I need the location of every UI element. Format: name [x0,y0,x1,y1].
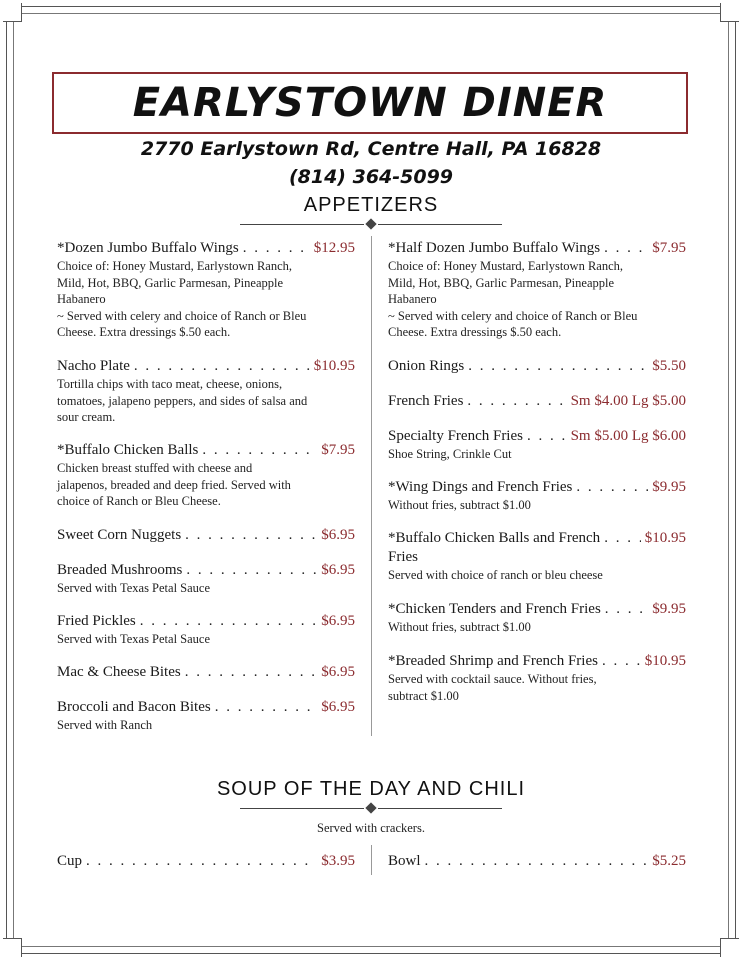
item-description: Habanero [57,292,106,306]
leader-dots [467,392,566,411]
item-description: Habanero [388,292,437,306]
menu-item [57,441,355,510]
leader-dots [186,561,317,580]
leader-dots [468,357,648,376]
item-price: $6.95 [321,562,355,578]
menu-item [388,478,686,514]
item-description: Served with choice of ranch or bleu cheese [388,568,603,582]
leader-dots [134,357,310,376]
item-price: Sm $5.00 Lg $6.00 [570,428,686,444]
restaurant-name: EARLYSTOWN DINER [132,80,608,126]
item-description: Shoe String, Crinkle Cut [388,447,512,461]
item-name: Bowl [388,853,421,869]
leader-dots [215,698,318,717]
item-price: $7.95 [652,240,686,256]
menu-item-bowl [388,852,686,871]
corner-notch [3,3,22,22]
item-name: *Buffalo Chicken Balls and French [388,530,601,546]
column-divider [371,236,372,736]
item-name: *Breaded Shrimp and French Fries [388,653,598,669]
menu-item [57,561,355,597]
section-ornament [240,802,502,816]
menu-item [388,652,686,704]
menu-item [57,698,355,734]
menu-item [388,392,686,411]
menu-item [57,357,355,426]
item-name: Cup [57,853,83,869]
item-name: Sweet Corn Nuggets [57,527,182,543]
item-description: Tortilla chips with taco meat, cheese, onions, [57,377,283,391]
leader-dots [86,852,317,871]
item-description: choice of Ranch or Bleu Cheese. [57,494,221,508]
item-name: Nacho Plate [57,358,130,374]
item-price: $6.95 [321,613,355,629]
item-price: $5.25 [652,853,686,869]
item-name: *Half Dozen Jumbo Buffalo Wings [388,240,601,256]
section-ornament [240,218,502,232]
item-price: $5.50 [652,358,686,374]
leader-dots [185,663,318,682]
item-description: jalapenos, breaded and deep fried. Served with [57,477,291,492]
item-description: Chicken breast stuffed with cheese and [57,461,253,475]
item-price: $10.95 [313,358,355,374]
leader-dots [243,239,310,258]
item-name: Specialty French Fries [388,428,523,444]
menu-item-cup [57,852,355,871]
column-divider [371,845,372,875]
soup-note: Served with crackers. [317,821,425,835]
item-description: Served with cocktail sauce. Without fries, [388,672,597,686]
item-price: $10.95 [644,530,686,546]
leader-dots [576,478,648,497]
restaurant-address: 2770 Earlystown Rd, Centre Hall, PA 16828 [140,138,602,160]
menu-item [388,239,686,341]
item-description: Cheese. Extra dressings $.50 each. [388,325,562,339]
menu-item [57,239,355,341]
restaurant-phone: (814) 364-5099 [288,166,454,188]
item-description: Cheese. Extra dressings $.50 each. [57,325,231,339]
item-price: $9.95 [652,601,686,617]
item-name: Fried Pickles [57,613,136,629]
corner-notch [720,938,739,957]
leader-dots [202,441,317,460]
item-name: Breaded Mushrooms [57,562,183,578]
item-description: sour cream. [57,410,116,424]
corner-notch [720,3,739,22]
item-description: Choice of: Honey Mustard, Earlystown Ranch, [388,259,624,273]
item-description: Mild, Hot, BBQ, Garlic Parmesan, Pineapple [388,275,615,290]
item-price: $9.95 [652,479,686,495]
item-name: *Dozen Jumbo Buffalo Wings [57,240,239,256]
leader-dots [185,526,317,545]
item-price: $10.95 [644,653,686,669]
item-description: ~ Served with celery and choice of Ranch or Bleu [57,308,307,323]
leader-dots [140,612,318,631]
menu-item [388,357,686,376]
corner-notch [3,938,22,957]
item-name: Mac & Cheese Bites [57,664,181,680]
item-description: Mild, Hot, BBQ, Garlic Parmesan, Pineapple [57,275,284,290]
item-price: $12.95 [313,240,355,256]
item-description: ~ Served with celery and choice of Ranch or Bleu [388,308,638,323]
leader-dots [602,652,641,671]
item-name: Onion Rings [388,358,465,374]
item-name: Broccoli and Bacon Bites [57,699,211,715]
menu-item [388,529,686,584]
menu-item [57,663,355,682]
item-name: *Buffalo Chicken Balls [57,442,199,458]
item-description: Without fries, subtract $1.00 [388,620,531,634]
item-price: $6.95 [321,664,355,680]
soup-heading: SOUP OF THE DAY AND CHILI [216,778,526,800]
item-description: Choice of: Honey Mustard, Earlystown Ranch, [57,259,293,273]
item-description: Without fries, subtract $1.00 [388,498,531,512]
item-name: *Wing Dings and French Fries [388,479,573,495]
item-name: *Chicken Tenders and French Fries [388,601,601,617]
leader-dots [425,852,649,871]
leader-dots [605,600,648,619]
item-price: $6.95 [321,527,355,543]
menu-item [388,600,686,636]
leader-dots [604,239,648,258]
item-price: $3.95 [321,853,355,869]
item-price: $6.95 [321,699,355,715]
item-description: tomatoes, jalapeno peppers, and sides of salsa and [57,393,308,408]
item-price: $7.95 [321,442,355,458]
appetizers-heading: APPETIZERS [303,194,439,216]
title-box [52,72,688,134]
item-description: Served with Texas Petal Sauce [57,632,211,646]
item-description: subtract $1.00 [388,688,459,703]
item-description: Served with Ranch [57,718,153,732]
item-name-continued: Fries [388,549,418,565]
leader-dots [604,529,641,548]
leader-dots [527,427,567,446]
menu-item [57,526,355,545]
menu-item [57,612,355,648]
item-description: Served with Texas Petal Sauce [57,581,211,595]
item-price: Sm $4.00 Lg $5.00 [570,393,686,409]
item-name: French Fries [388,393,464,409]
menu-item [388,427,686,463]
